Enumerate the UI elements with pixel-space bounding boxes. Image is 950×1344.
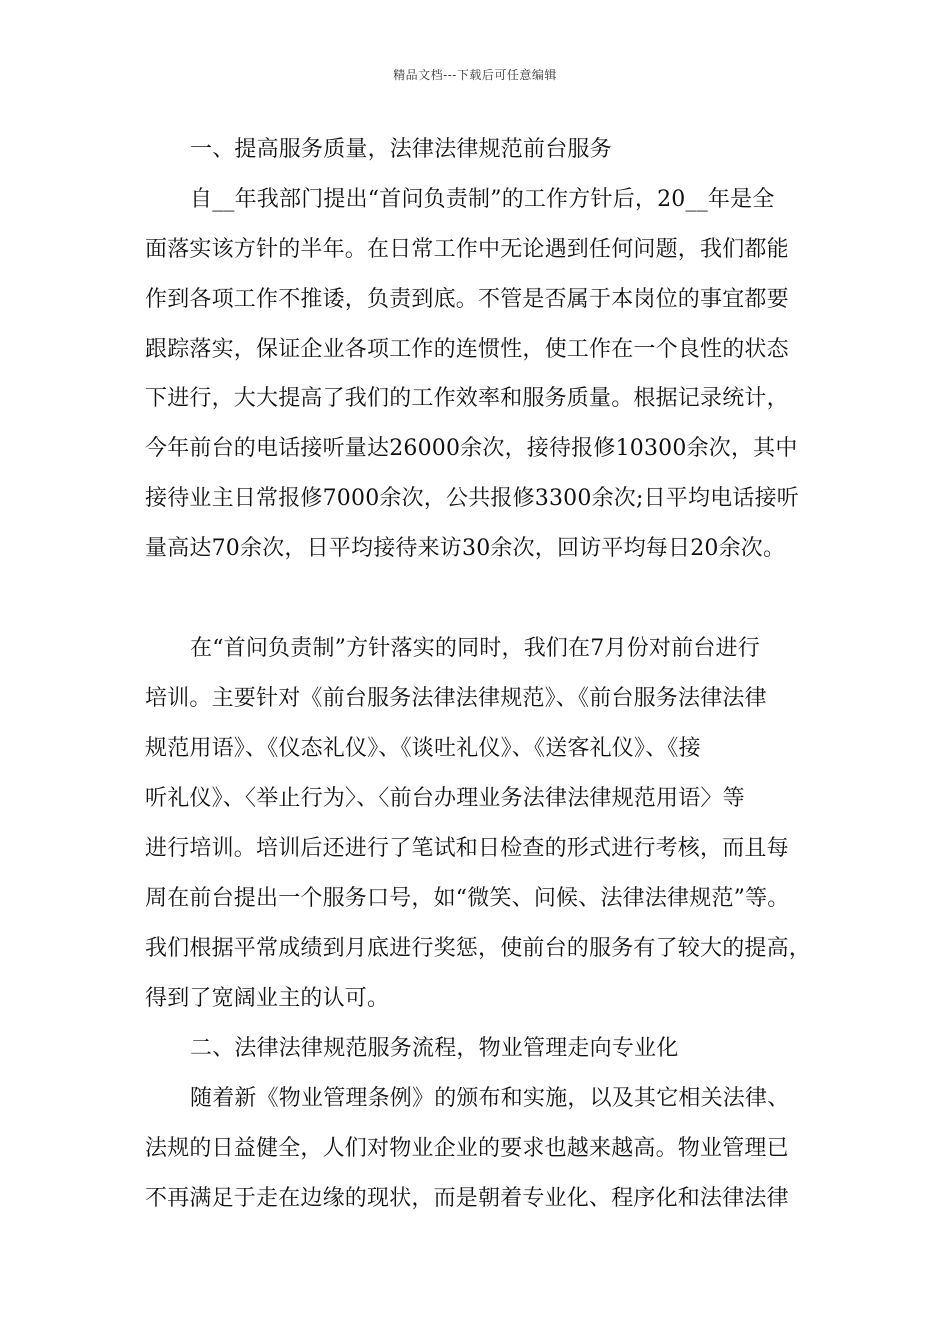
paragraph-line: 周在前台提出一个服务口号，如“微笑、问候、法律法律规范”等。 [145, 886, 790, 911]
paragraph-line: 接待业主日常报修7000余次，公共报修3300余次;日平均电话接听 [145, 486, 799, 511]
paragraph-line: 规范用语》、《仪态礼仪》、《谈吐礼仪》、《送客礼仪》、《接 [145, 736, 701, 761]
section-heading-2: 二、法律法律规范服务流程，物业管理走向专业化 [190, 1036, 679, 1061]
paragraph-line: 听礼仪》、〈举止行为〉、〈前台办理业务法律法律规范用语〉等 [145, 786, 745, 811]
paragraph-line: 得到了宽阔业主的认可。 [145, 986, 390, 1011]
paragraph-line: 跟踪落实，保证企业各项工作的连惯性，使工作在一个良性的状态 [145, 337, 789, 362]
paragraph-line: 不再满足于走在边缘的现状，而是朝着专业化、程序化和法律法律 [145, 1186, 789, 1211]
paragraph-line: 我们根据平常成绩到月底进行奖惩，使前台的服务有了较大的提高， [145, 936, 812, 961]
paragraph-line: 随着新《物业管理条例》的颁布和实施，以及其它相关法律、 [190, 1086, 790, 1111]
paragraph-line: 进行培训。培训后还进行了笔试和日检查的形式进行考核，而且每 [145, 836, 789, 861]
paragraph-line: 在“首问负责制”方针落实的同时，我们在7月份对前台进行 [190, 636, 760, 661]
paragraph-line: 量高达70余次，日平均接待来访30余次，回访平均每日20余次。 [145, 536, 786, 561]
paragraph-line: 下进行，大大提高了我们的工作效率和服务质量。根据记录统计， [145, 386, 789, 411]
paragraph-line: 面落实该方针的半年。在日常工作中无论遇到任何问题，我们都能 [145, 237, 789, 262]
paragraph-line: 作到各项工作不推诿，负责到底。不管是否属于本岗位的事宜都要 [145, 287, 789, 312]
section-heading-1: 一、提高服务质量，法律法律规范前台服务 [190, 137, 612, 162]
paragraph-line: 法规的日益健全，人们对物业企业的要求也越来越高。物业管理已 [145, 1136, 789, 1161]
paragraph-line: 自__年我部门提出“首问负责制”的工作方针后，20__年是全 [190, 187, 775, 212]
page-header-note: 精品文档---下载后可任意编辑 [393, 68, 557, 82]
paragraph-line: 今年前台的电话接听量达26000余次，接待报修10300余次，其中 [145, 436, 798, 461]
paragraph-line: 培训。主要针对《前台服务法律法律规范》、《前台服务法律法律 [145, 686, 767, 711]
